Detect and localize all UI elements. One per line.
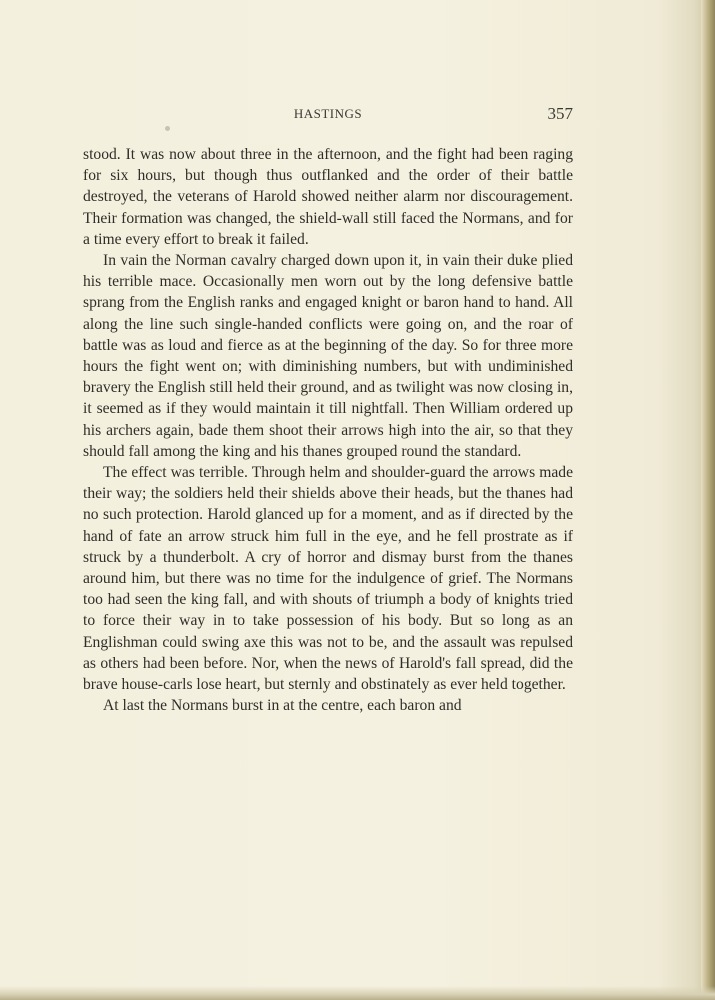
running-head <box>83 104 573 128</box>
paragraph: At last the Normans burst in at the centre, each baron and <box>103 697 462 715</box>
paragraph: The effect was terrible. Through helm and shoulder-guard the arrows made their way; the soldiers held their shields above their heads, but the thanes had no such protection. Harold glanced up for a moment, and as if directed by the hand of fate an arrow struck him full in the eye, and he fell prostrate as if struck by a thunderbolt. A cry of horror and dismay burst from the thanes around him, but there was no time for the indulgence of grief. The Normans too had seen the king fall, and with shouts of triumph a body of knights tried to force their way in to take possession of his body. But so long as an Englishman could swing axe this was not to be, and the assault was repulsed as others had been before. Nor, when the news of Harold's fall spread, did the brave house-carls lose heart, but sternly and obstinately as ever held together. <box>83 464 573 694</box>
page-edge-shadow <box>701 0 715 1000</box>
body-text <box>83 144 573 716</box>
page-number: 357 <box>547 104 573 123</box>
paragraph: stood. It was now about three in the afternoon, and the fight had been raging for six hours, but though thus outflanked and the order of their battle destroyed, the veterans of Harold showed neither alarm nor discouragement. Their formation was changed, the shield-wall still faced the Normans, and for a time every effort to break it failed. <box>83 146 573 248</box>
page-bottom-edge <box>0 986 715 1000</box>
paragraph: In vain the Norman cavalry charged down upon it, in vain their duke plied his terrible mace. Occasionally men worn out by the long defensive battle sprang from the English ranks and engaged knight or baron hand to hand. All along the line such single-handed conflicts were going on, and the roar of battle was as loud and fierce as at the beginning of the day. So for three more hours the fight went on; with diminishing numbers, but with undiminished bravery the English still held their ground, and as twilight was now closing in, it seemed as if they would maintain it till nightfall. Then William ordered up his archers again, bade them shoot their arrows high into the air, so that they should fall among the king and his thanes grouped round the standard. <box>83 252 573 460</box>
running-head-title: HASTINGS <box>293 106 363 121</box>
